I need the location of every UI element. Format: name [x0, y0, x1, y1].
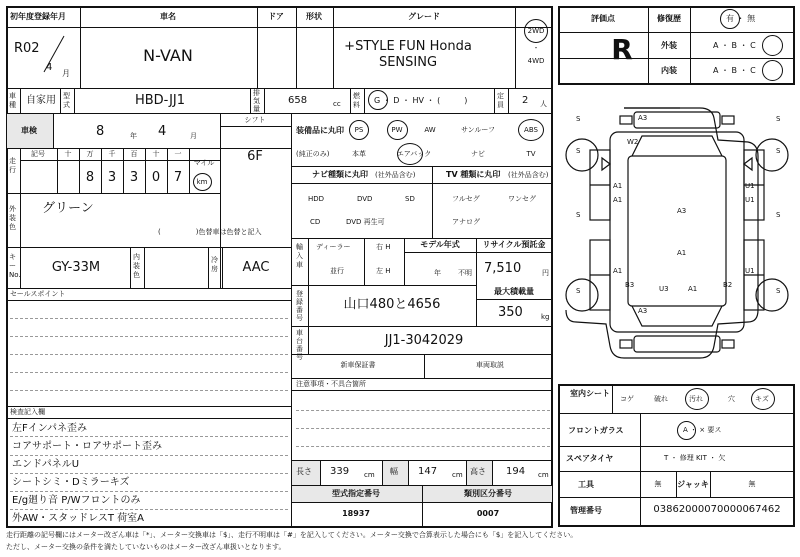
height-label: 高さ: [470, 467, 486, 476]
navi-hdd: HDD: [308, 195, 325, 203]
inspector-line-5: 外AW・スタッドレスT 荷室A: [12, 513, 145, 524]
equipment-label: 装備品に丸印: [296, 126, 344, 135]
inspector-line-1: コアサポート・ロアサポート歪み: [12, 441, 162, 452]
code-14: A1: [677, 249, 687, 257]
import-left-h: 左 H: [376, 267, 391, 275]
equip-airbag: エアバック: [396, 150, 432, 158]
car-name-label: 車名: [160, 12, 176, 21]
code-4: A1: [613, 196, 623, 204]
seat-option-1: 破れ: [654, 395, 668, 403]
mileage-digit-2: 3: [107, 170, 117, 185]
code-3: U1: [745, 182, 755, 190]
grade-line1: +STYLE FUN Honda: [344, 39, 472, 54]
exterior-options: A ・ B ・ C: [713, 41, 756, 50]
equip-leather: 本革: [352, 150, 366, 158]
equipment-sub-label: (純正のみ): [296, 150, 330, 158]
footer-line-1: 走行距離の記号欄にはメーター改ざん車は「*」、メーター交換車は「$」、走行不明車は「#」を記入してください。メーター交換で合算表示した場合にも「$」を記入してください。: [6, 531, 578, 539]
code-10: B2: [723, 281, 733, 289]
score-label: 評価点: [591, 14, 615, 23]
mileage-unit-4: 十: [152, 150, 160, 158]
first-reg-month-unit: 月: [62, 69, 70, 78]
equip-aw: AW: [424, 126, 436, 134]
s-mark-0: S: [576, 115, 581, 123]
import-label: 輸入車: [296, 243, 303, 269]
max-load-unit: kg: [541, 313, 550, 321]
code-2: A1: [613, 182, 623, 190]
mileage-label: 走行: [9, 157, 16, 174]
mileage-digit-3: 3: [129, 170, 139, 185]
warranty-manual: 車両取説: [476, 361, 504, 369]
length-label: 長さ: [296, 467, 312, 476]
navi-cd: CD: [310, 218, 321, 226]
mileage-unit-5: 一: [174, 150, 182, 158]
repair-options: 有 ・ 無: [726, 14, 756, 23]
mileage-unit-1: 万: [86, 150, 94, 158]
first-reg-label: 初年度登録年月: [10, 12, 66, 21]
seat-label: 室内シート: [570, 389, 610, 398]
width-unit: cm: [452, 471, 463, 479]
inspector-line-0: 左Fインパネ歪み: [12, 423, 88, 434]
equip-tv: TV: [526, 150, 536, 158]
warranty-new-car: 新車保証書: [340, 361, 376, 369]
key-value: GY-33M: [51, 260, 101, 275]
mileage-digit-1: 8: [85, 170, 95, 185]
car-diagram: [562, 100, 792, 380]
tv-analog: アナログ: [452, 218, 480, 226]
shift-value: 6F: [247, 149, 263, 164]
exterior-color-note: ( )色替車は色替と記入: [158, 228, 262, 236]
ac-label: 冷房: [211, 256, 218, 273]
repair-selected-circle: [720, 9, 740, 29]
height-value: 194: [506, 466, 526, 477]
mileage-digit-5: 7: [173, 170, 183, 185]
navi-dvd: DVD: [357, 195, 373, 203]
import-right-h: 右 H: [376, 243, 391, 251]
code-8: U3: [659, 285, 669, 293]
door-label: ドア: [268, 12, 284, 21]
tv-oneseg: ワンセグ: [508, 195, 536, 203]
width-value: 147: [418, 466, 438, 477]
shift-label: シフト: [244, 116, 266, 124]
type-value: 自家用: [26, 95, 56, 106]
displacement-unit: cc: [333, 100, 341, 108]
exterior-color-value: グリーン: [42, 201, 94, 216]
shape-label: 形状: [306, 12, 322, 21]
code-12: A3: [638, 307, 648, 315]
recycle-unit: 円: [542, 269, 549, 277]
model-year-unit: 年: [434, 269, 441, 277]
recycle-label: リサイクル預託金: [482, 240, 546, 249]
interior-color-label: 内装色: [133, 253, 140, 279]
equip-navi: ナビ: [471, 150, 485, 158]
equip-abs: ABS: [524, 126, 538, 134]
capacity-value: 2: [522, 95, 529, 106]
ac-value: AAC: [242, 260, 270, 275]
grade-label: グレード: [408, 12, 440, 21]
mileage-unit-3: 百: [130, 150, 138, 158]
drive-2wd: 2WD: [527, 27, 545, 35]
exterior-color-label: 外装色: [9, 205, 16, 231]
equip-pw: PW: [391, 126, 403, 134]
inspector-line-2: エンドパネルU: [12, 459, 80, 470]
s-mark-3: S: [776, 147, 781, 155]
capacity-label: 定員: [497, 92, 504, 109]
mileage-km: km: [196, 178, 208, 186]
inspection-label: 車検: [21, 126, 37, 135]
slash-divider: [40, 34, 68, 74]
model-cert-value: 18937: [342, 509, 370, 518]
sales-point-label: セールスポイント: [10, 290, 66, 298]
inspection-year-unit: 年: [130, 132, 137, 140]
interior-options: A ・ B ・ C: [713, 66, 756, 75]
seat-option-3: 穴: [728, 395, 735, 403]
car-name: N-VAN: [143, 46, 193, 65]
s-mark-4: S: [576, 211, 581, 219]
inspector-line-3: シートシミ・Dミラーキズ: [12, 477, 130, 488]
spare-tire-label: スペアタイヤ: [566, 454, 614, 463]
mileage-unit-2: 千: [108, 150, 116, 158]
mileage-mile-label: マイル: [193, 159, 215, 167]
import-dealer: ディーラー: [316, 243, 351, 251]
fuel-g-circle: [368, 90, 388, 110]
displacement-label: 排気量: [253, 89, 260, 113]
import-parallel: 並行: [330, 267, 344, 275]
s-mark-2: S: [576, 147, 581, 155]
model-cert-label: 型式指定番号: [332, 489, 380, 498]
mileage-symbol-label: 記号: [31, 150, 45, 158]
navi-sd: SD: [405, 195, 415, 203]
chassis-value: JJ1-3042029: [384, 333, 464, 348]
inspector-label: 検査記入欄: [10, 408, 45, 416]
seat-option-4: キズ: [755, 395, 769, 403]
key-label: キーNo.: [9, 253, 21, 279]
inspection-month: 4: [158, 124, 167, 139]
mileage-digit-4: 0: [151, 170, 161, 185]
tv-fullseg: フルセグ: [452, 195, 480, 203]
spare-tire-options: T ・ 修理 KIT ・ 欠: [664, 454, 726, 462]
max-load-label: 最大積載量: [494, 287, 534, 296]
equip-sunroof: サンルーフ: [460, 126, 496, 134]
exterior-label: 外装: [661, 41, 677, 50]
exterior-selected-circle: [762, 35, 783, 56]
code-13: U1: [745, 267, 755, 275]
s-mark-7: S: [776, 287, 781, 295]
code-7: B3: [625, 281, 635, 289]
chassis-label: 車台番号: [296, 329, 303, 361]
first-reg-era: R02: [14, 41, 40, 56]
seat-option-0: コゲ: [620, 395, 634, 403]
model-year-label: モデル年式: [420, 240, 460, 249]
notes-label: 注意事項・不具合箇所: [296, 380, 366, 388]
code-6: U1: [745, 196, 755, 204]
navi-label: ナビ種類に丸印: [312, 170, 368, 179]
first-reg-month: 4: [46, 62, 53, 73]
s-mark-1: S: [776, 115, 781, 123]
recycle-value: 7,510: [484, 261, 522, 276]
model-year-unknown: 不明: [458, 269, 472, 277]
registration-value: 山口480と4656: [343, 297, 441, 312]
tv-label-small: (社外品含む): [508, 171, 549, 179]
tools-value: 無: [654, 480, 662, 488]
repair-label: 修復歴: [657, 14, 681, 23]
fuel-options: G ・ D ・ HV ・ ( ): [374, 96, 468, 105]
class-value: 0007: [476, 509, 500, 518]
code-11: A1: [613, 267, 623, 275]
inspection-month-unit: 月: [190, 132, 197, 140]
width-label: 幅: [390, 467, 398, 476]
drive-4wd: 4WD: [527, 57, 545, 65]
s-mark-6: S: [576, 287, 581, 295]
registration-label: 登録番号: [296, 290, 303, 322]
length-value: 339: [330, 466, 350, 477]
tv-label: TV 種類に丸印: [446, 170, 501, 179]
navi-dvd-play: DVD 再生可: [346, 218, 385, 226]
code-9: A1: [688, 285, 698, 293]
fuel-label: 燃料: [353, 92, 360, 109]
navi-label-small: (社外品含む): [375, 171, 416, 179]
model-value: HBD-JJ1: [134, 93, 186, 108]
max-load-value: 350: [498, 305, 523, 320]
capacity-unit: 人: [540, 100, 547, 108]
management-label: 管理番号: [570, 506, 602, 515]
inspector-line-4: E/g廻り音 P/Wフロントのみ: [12, 495, 141, 506]
code-5: A3: [677, 207, 687, 215]
tools-label: 工具: [578, 480, 594, 489]
windshield-label: フロントガラス: [568, 426, 624, 435]
displacement-value: 658: [288, 95, 308, 106]
code-0: A3: [638, 114, 648, 122]
jack-value: 無: [748, 480, 756, 488]
equip-ps: PS: [354, 126, 364, 134]
seat-option-2: 汚れ: [689, 395, 703, 403]
score-value: R: [611, 33, 633, 66]
type-label: 車種: [9, 92, 16, 109]
windshield-options: A ・ × 要ス: [683, 426, 722, 434]
height-unit: cm: [538, 471, 549, 479]
management-value: 03862000070000067462: [653, 504, 781, 515]
model-label: 型式: [63, 92, 70, 109]
inspection-year: 8: [96, 124, 105, 139]
length-unit: cm: [364, 471, 375, 479]
interior-label: 内装: [661, 66, 677, 75]
drive-dot: ・: [532, 44, 540, 52]
footer-line-2: ただし、メーター交換の条件を満たしていないものはメーター改ざん車扱いとなります。: [6, 543, 286, 551]
s-mark-5: S: [776, 211, 781, 219]
code-1: W2: [627, 138, 639, 146]
class-label: 類別区分番号: [464, 489, 512, 498]
grade-line2: SENSING: [378, 55, 438, 70]
mileage-unit-0: 十: [64, 150, 72, 158]
interior-selected-circle: [762, 60, 783, 81]
jack-label: ジャッキ: [677, 480, 709, 489]
